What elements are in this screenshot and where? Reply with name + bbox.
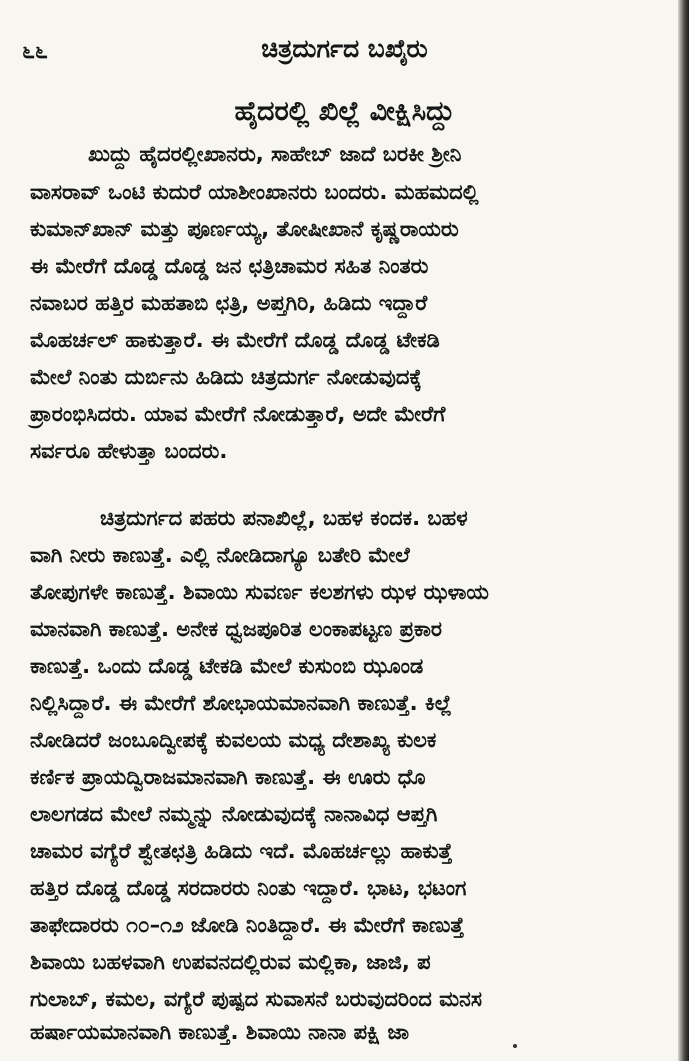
running-title: ಚಿತ್ರದುರ್ಗದ ಬಖೈರು bbox=[261, 34, 428, 63]
text-line bbox=[0, 654, 689, 694]
ink-speck bbox=[513, 1044, 517, 1048]
line-text: ಕರ್ಣಿಕ ಪ್ರಾಯದ್ವಿರಾಜಮಾನವಾಗಿ ಕಾಣುತ್ತೆ. ಈ ಊರು ಧೊ bbox=[30, 765, 426, 789]
text-line bbox=[0, 913, 689, 953]
line-text: ವಾಸರಾವ್ ಒಂಟಿ ಕುದುರೆ ಯಾಶೀಂಖಾನರು ಬಂದರು. ಮಹಮದಲ್ಲಿ bbox=[30, 180, 479, 204]
line-text: ತೋಪುಗಳೇ ಕಾಣುತ್ತೆ. ಶಿವಾಯಿ ಸುವರ್ಣ ಕಲಶಗಳು ಝಳ ಝಳಾಯ bbox=[30, 580, 489, 604]
text-line bbox=[0, 506, 689, 546]
text-line bbox=[0, 402, 689, 442]
text-line bbox=[0, 180, 689, 220]
line-text: ಹರ್ಷಾಯಮಾನವಾಗಿ ಕಾಣುತ್ತೆ. ಶಿವಾಯಿ ನಾನಾ ಪಕ್ಷಿ ಜಾ bbox=[30, 1020, 409, 1044]
line-text: ಪ್ರಾರಂಭಿಸಿದರು. ಯಾವ ಮೇರೆಗೆ ನೋಡುತ್ತಾರೆ, ಅದೇ ಮೇರೆಗೆ bbox=[30, 402, 446, 426]
text-line bbox=[0, 728, 689, 768]
line-text: ಚಿತ್ರದುರ್ಗದ ಪಹರು ಪನಾಖಿಲ್ಲೆ, ಬಹಳ ಕಂದಕ. ಬಹಳ bbox=[100, 506, 468, 530]
section-title: ಹೈದರಲ್ಲಿ ಖಿಲ್ಲೆ ವೀಕ್ಷಿಸಿದ್ದು bbox=[234, 96, 455, 127]
text-line bbox=[0, 365, 689, 405]
book-spine-shadow bbox=[678, 0, 689, 1061]
text-line bbox=[0, 217, 689, 257]
line-text: ತಾಫೇದಾರರು ೧೦–೧೨ ಜೋಡಿ ನಿಂತಿದ್ದಾರೆ. ಈ ಮೇರೆಗೆ ಕಾಣುತ್ತೆ bbox=[30, 913, 465, 937]
line-text: ಕಾಣುತ್ತೆ. ಒಂದು ದೊಡ್ಡ ಟೇಕಡಿ ಮೇಲೆ ಕುಸುಂಬಿ ಝೂಂಡ bbox=[30, 654, 424, 678]
text-line bbox=[0, 765, 689, 805]
text-line bbox=[0, 1020, 689, 1060]
line-text: ಮಾನವಾಗಿ ಕಾಣುತ್ತೆ. ಅನೇಕ ಧ್ವಜಪೂರಿತ ಲಂಕಾಪಟ್ಟಣ ಪ್ರಕಾರ bbox=[30, 617, 442, 641]
line-text: ಲಾಲಗಡದ ಮೇಲೆ ನಮ್ಮನ್ನು ನೋಡುವುದಕ್ಕೆ ನಾನಾವಿಧ ಆಪ್ತಗಿ bbox=[30, 802, 438, 826]
line-text: ಶಿವಾಯಿ ಬಹಳವಾಗಿ ಉಪವನದಲ್ಲಿರುವ ಮಲ್ಲಿಕಾ, ಜಾಜಿ, ಪ bbox=[30, 950, 431, 974]
line-text: ಗುಲಾಬ್, ಕಮಲ, ವಗ್ಯೆರೆ ಪುಷ್ಪದ ಸುವಾಸನೆ ಬರುವುದರಿಂದ ಮನಸ bbox=[30, 987, 482, 1011]
text-line bbox=[0, 876, 689, 916]
text-line bbox=[0, 439, 689, 479]
text-line bbox=[0, 291, 689, 331]
text-line bbox=[0, 328, 689, 368]
text-line bbox=[0, 691, 689, 731]
text-line bbox=[0, 617, 689, 657]
page-number: ೬೬ bbox=[22, 38, 48, 64]
line-text: ಚಾಮರ ವಗ್ಯೆರೆ ಶ್ವೇತಛತ್ರಿ ಹಿಡಿದು ಇದೆ. ಮೊಹರ್ಚಲ್ಲು ಹಾಕುತ್ತೆ bbox=[30, 839, 453, 863]
line-text: ಸರ್ವರೂ ಹೇಳುತ್ತಾ ಬಂದರು. bbox=[30, 439, 228, 463]
text-line bbox=[0, 254, 689, 294]
text-line bbox=[0, 543, 689, 583]
text-line bbox=[0, 950, 689, 990]
text-line bbox=[0, 142, 689, 182]
line-text: ಈ ಮೇರೆಗೆ ದೊಡ್ಡ ದೊಡ್ಡ ಜನ ಛತ್ರಿಚಾಮರ ಸಹಿತ ನಿಂತರು bbox=[30, 254, 429, 278]
text-line bbox=[0, 839, 689, 879]
page-header bbox=[0, 32, 689, 72]
line-text: ವಾಗಿ ನೀರು ಕಾಣುತ್ತೆ. ಎಲ್ಲಿ ನೋಡಿದಾಗ್ಯೂ ಬತೇರಿ ಮೇಲೆ bbox=[30, 543, 410, 567]
line-text: ನಿಲ್ಲಿಸಿದ್ದಾರೆ. ಈ ಮೇರೆಗೆ ಶೋಭಾಯಮಾನವಾಗಿ ಕಾಣುತ್ತೆ. ಕಿಲ್ಲೆ bbox=[30, 691, 452, 715]
line-text: ಹತ್ತಿರ ದೊಡ್ಡ ದೊಡ್ಡ ಸರದಾರರು ನಿಂತು ಇದ್ದಾರೆ. ಭಾಟ, ಭಟಂಗ bbox=[30, 876, 467, 900]
line-text: ಮೊಹರ್ಚಲ್ ಹಾಕುತ್ತಾರೆ. ಈ ಮೇರೆಗೆ ದೊಡ್ಡ ದೊಡ್ಡ ಟೇಕಡಿ bbox=[30, 328, 440, 352]
line-text: ಖುದ್ದು ಹೈದರಲ್ಲೀಖಾನರು, ಸಾಹೇಬ್ ಜಾದೆ ಬರಕೀ ಶ್ರೀನಿ bbox=[88, 142, 462, 166]
text-line bbox=[0, 580, 689, 620]
line-text: ನವಾಬರ ಹತ್ತಿರ ಮಹತಾಬಿ ಛತ್ರಿ, ಅಪ್ತಗಿರಿ, ಹಿಡಿದು ಇದ್ದಾರೆ bbox=[30, 291, 428, 315]
line-text: ಕುಮಾನ್‌ಖಾನ್ ಮತ್ತು ಪೂರ್ಣಯ್ಯ, ತೋಷೀಖಾನೆ ಕೃಷ್ಣರಾಯರು bbox=[30, 217, 459, 241]
line-text: ಮೇಲೆ ನಿಂತು ದುರ್ಬಿನು ಹಿಡಿದು ಚಿತ್ರದುರ್ಗ ನೋಡುವುದಕ್ಕೆ bbox=[30, 365, 422, 389]
line-text: ನೋಡಿದರೆ ಜಂಬೂದ್ವೀಪಕ್ಕೆ ಕುವಲಯ ಮಧ್ಯ ದೇಶಾಖ್ಯ ಕುಲಕ bbox=[30, 728, 437, 752]
text-line bbox=[0, 802, 689, 842]
